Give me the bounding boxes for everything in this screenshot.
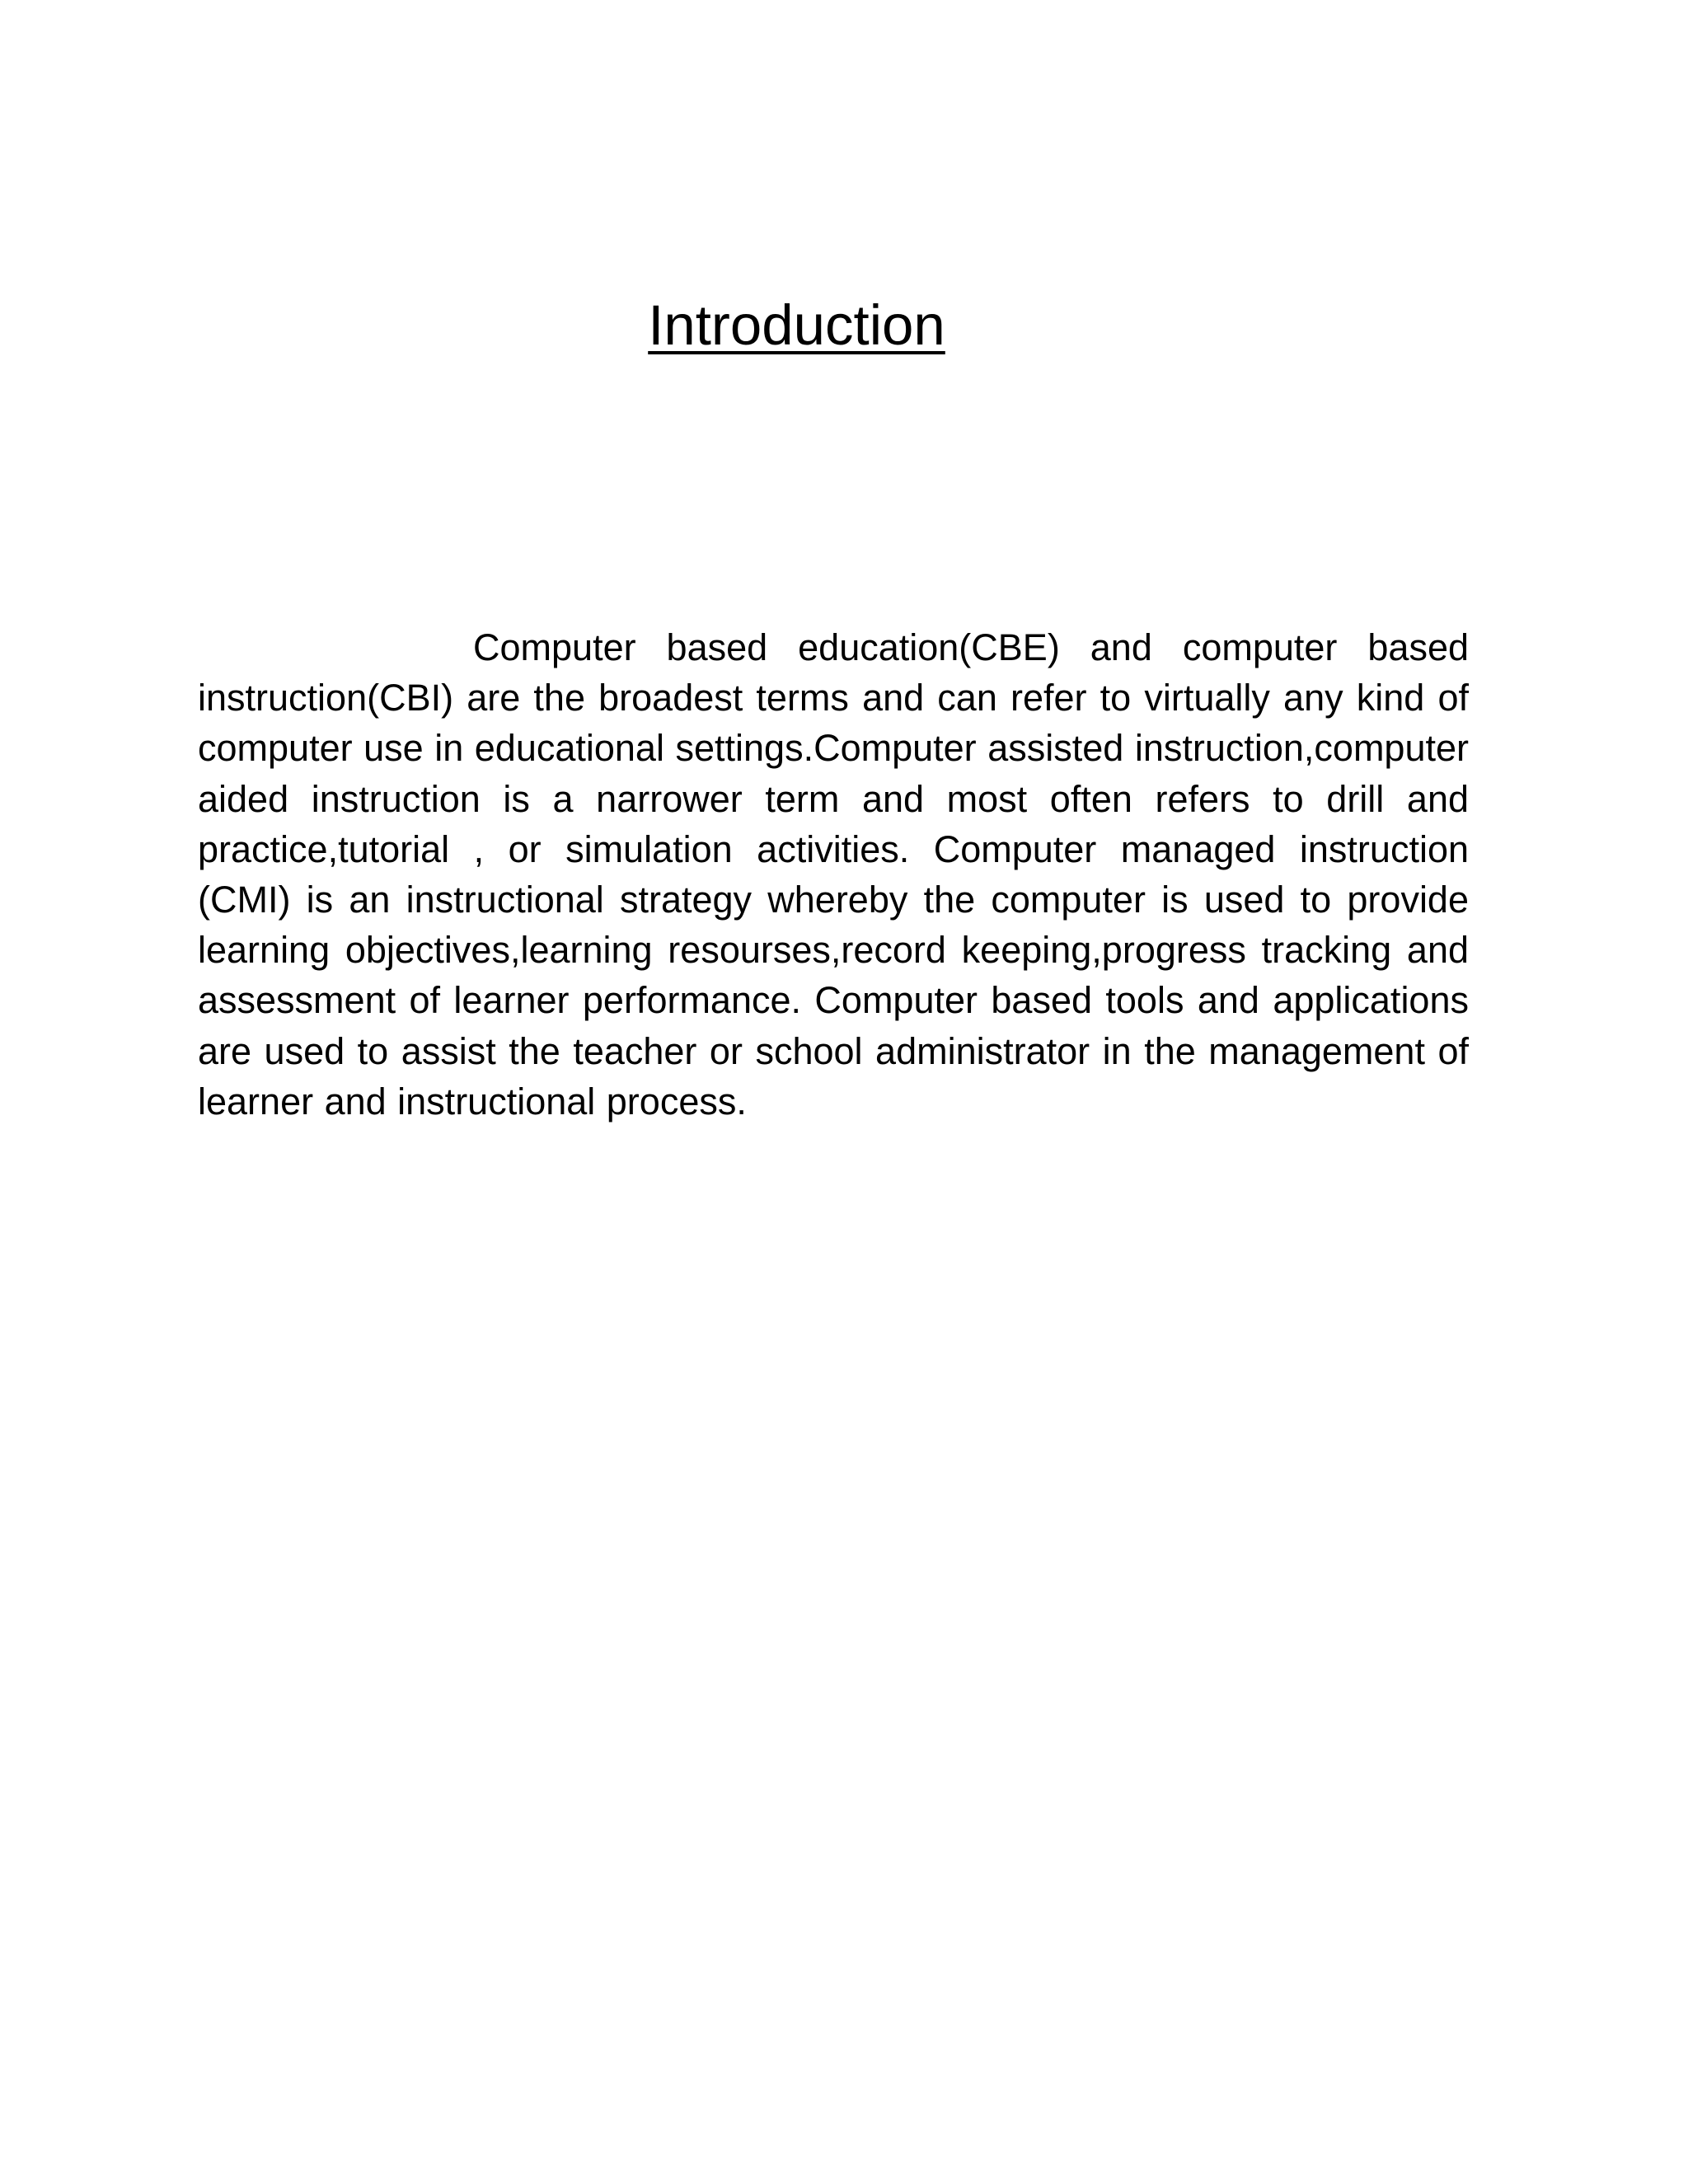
page-title-text: Introduction — [648, 293, 945, 357]
introduction-paragraph: Computer based education(CBE) and computer based instruction(CBI) are the broadest terms and can refer to virtually any kind of computer use in educational settings.Computer assisted instruction,computer aided instruction is a narrower term and most often refers to drill and practice,tutorial , or simulation activities. Computer managed instruction (CMI) is an instructional strategy whereby the computer is used to provide learning objectives,learning resourses,record keeping,progress tracking and assessment of learner performance. Computer based tools and applications are used to assist the teacher or school administrator in the management of learner and instructional process. — [198, 626, 1469, 1122]
page-title — [0, 293, 1593, 359]
